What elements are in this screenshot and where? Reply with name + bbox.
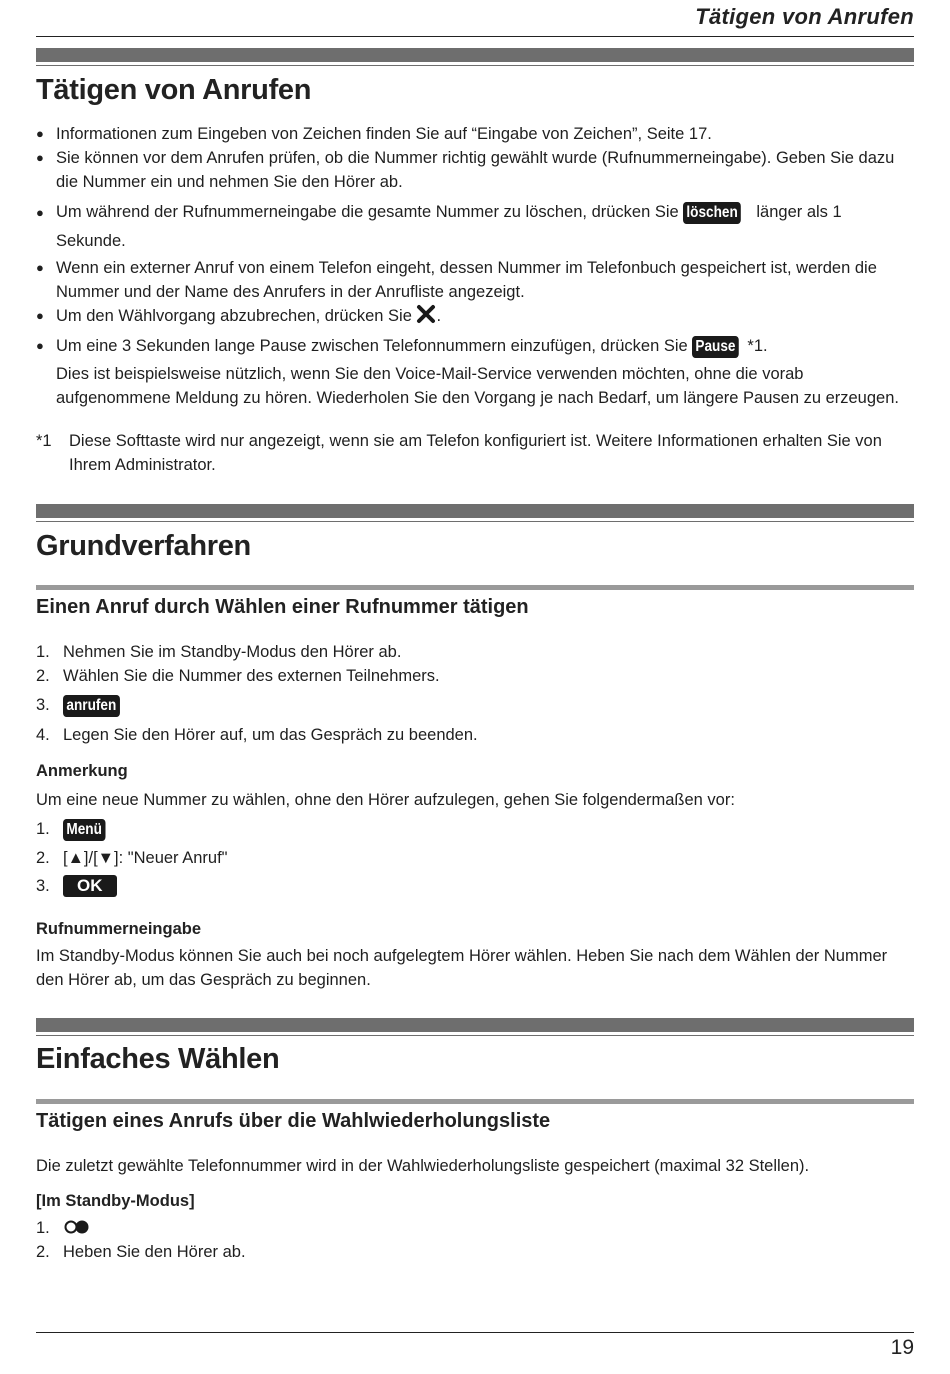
footnote-text: Diese Softtaste wird nur angezeigt, wenn sie am Telefon konfiguriert ist. Weitere Informationen erhalten Sie von Ihrem Administrator. (69, 432, 882, 474)
bullet-text: Wenn ein externer Anruf von einem Telefon eingeht, dessen Nummer im Telefonbuch gespeichert ist, werden die Nummer und der Name des Anrufers in der Anrufliste angezeigt. (56, 259, 877, 301)
pause-softkey: Pause (692, 336, 739, 358)
bullet-text: Um den Wählvorgang abzubrechen, drücken Sie (56, 307, 412, 325)
bullet-text: länger als 1 Sekunde. (56, 203, 842, 250)
step-number: 2. (36, 849, 50, 867)
header-rule (36, 36, 914, 37)
bullet-item (36, 256, 914, 304)
note-step-list (36, 817, 914, 898)
bullet-item (36, 198, 914, 256)
step-item (36, 694, 914, 717)
note-text: Um eine neue Nummer zu wählen, ohne den Hörer aufzulegen, gehen Sie folgendermaßen vor: (36, 791, 735, 809)
running-head: Tätigen von Anrufen (695, 4, 914, 29)
bullet-item (36, 122, 914, 146)
subsection-bar (36, 585, 914, 590)
step-list (36, 640, 914, 747)
step-item (36, 1240, 914, 1264)
ok-softkey: OK (63, 875, 117, 897)
subsection-bar (36, 1099, 914, 1104)
step-number: 4. (36, 726, 50, 744)
section-title: Grundverfahren (36, 530, 251, 562)
step-item (36, 874, 914, 898)
footnote (36, 429, 914, 477)
intro-text: Die zuletzt gewählte Telefonnummer wird in der Wahlwiederholungsliste gespeichert (maximal 32 Stellen). (36, 1157, 810, 1175)
step-item (36, 664, 914, 688)
bullet-text: Um während der Rufnummerneingabe die gesamte Nummer zu löschen, drücken Sie (56, 203, 679, 221)
subsection-title: Tätigen eines Anrufs über die Wahlwiederholungsliste (36, 1110, 551, 1132)
bullet-text: . (436, 307, 442, 325)
bullet-item (36, 304, 914, 328)
step-text: Nehmen Sie im Standby-Modus den Hörer ab. (63, 643, 402, 661)
subsection-title: Einen Anruf durch Wählen einer Rufnummer tätigen (36, 596, 529, 618)
page-number: 19 (890, 1336, 914, 1359)
bullet-text: Informationen zum Eingeben von Zeichen finden Sie auf “Eingabe von Zeichen”, Seite 17. (56, 125, 712, 143)
cancel-x-icon (416, 304, 436, 324)
step-number: 2. (36, 1243, 50, 1261)
footer-rule (36, 1332, 914, 1333)
step-item (36, 1216, 914, 1240)
step-number: 1. (36, 820, 50, 838)
loeschen-softkey: löschen (683, 202, 741, 224)
step-text: [▲]/[▼]: "Neuer Anruf" (63, 849, 228, 867)
section-bar (36, 1018, 914, 1032)
redial-icon (63, 1219, 91, 1235)
step-number: 3. (36, 877, 50, 895)
entry-text: Im Standby-Modus können Sie auch bei noch aufgelegtem Hörer wählen. Heben Sie nach dem Wählen der Nummer den Hörer ab, um das Gespräch zu beginnen. (36, 947, 888, 989)
section-title: Tätigen von Anrufen (36, 74, 312, 106)
step-number: 2. (36, 667, 50, 685)
menu-softkey: Menü (63, 819, 105, 841)
step-item (36, 817, 914, 842)
section-title: Einfaches Wählen (36, 1043, 280, 1075)
step-item (36, 846, 914, 870)
step-number: 3. (36, 696, 50, 714)
mode-heading: [Im Standby-Modus] (36, 1192, 195, 1210)
step-text: Wählen Sie die Nummer des externen Teilnehmers. (63, 667, 440, 685)
step-number: 1. (36, 1219, 50, 1237)
bullet-text: Dies ist beispielsweise nützlich, wenn Sie den Voice-Mail-Service verwenden möchten, ohne die vorab aufgenommene Meldung zu hören. Wiederholen Sie den Vorgang je nach Bedarf, um längere Pausen zu erzeugen. (56, 365, 899, 407)
bullet-item (36, 334, 914, 358)
bullet-item (36, 146, 914, 194)
bullet-continuation (36, 362, 914, 410)
section-bar (36, 504, 914, 518)
bullet-text: Um eine 3 Sekunden lange Pause zwischen Telefonnummern einzufügen, drücken Sie (56, 337, 688, 355)
step-number: 1. (36, 643, 50, 661)
entry-heading: Rufnummerneingabe (36, 920, 202, 938)
footnote-ref: *1. (747, 337, 768, 355)
bullet-text: Sie können vor dem Anrufen prüfen, ob die Nummer richtig gewählt wurde (Rufnummerneingabe). Geben Sie dazu die Nummer ein und nehmen Sie den Hörer ab. (56, 149, 895, 191)
step-item (36, 640, 914, 664)
bullet-list (36, 122, 914, 410)
footnote-mark: *1 (36, 432, 52, 450)
note-heading: Anmerkung (36, 762, 128, 780)
step-text: Heben Sie den Hörer ab. (63, 1243, 246, 1261)
section-bar (36, 48, 914, 62)
anrufen-softkey: anrufen (63, 695, 120, 717)
step-item (36, 723, 914, 747)
step-list (36, 1216, 914, 1264)
step-text: Legen Sie den Hörer auf, um das Gespräch zu beenden. (63, 726, 478, 744)
